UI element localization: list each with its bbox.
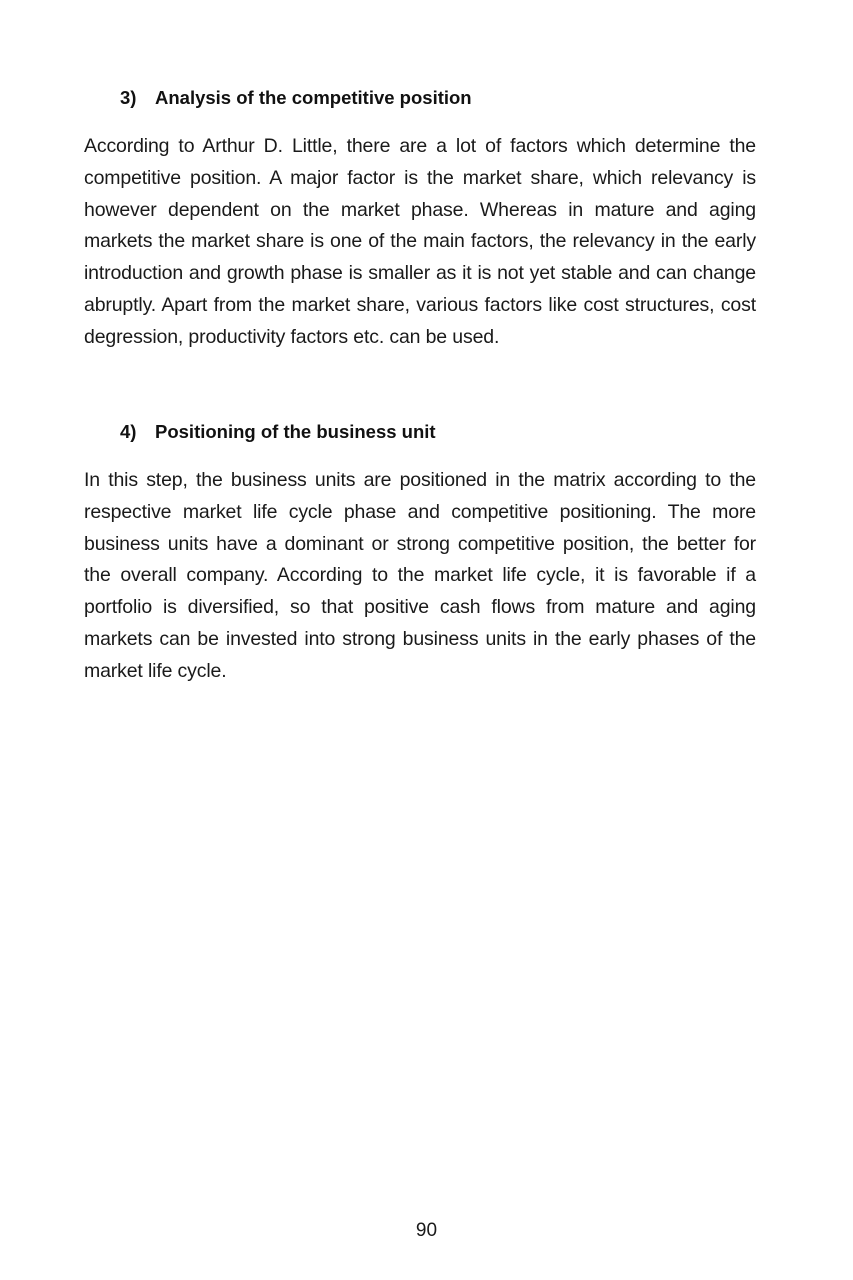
section-business-unit-positioning (84, 420, 756, 688)
section-heading (120, 86, 756, 110)
section-number: 4) (120, 421, 137, 442)
section-paragraph: According to Arthur D. Little, there are a lot of factors which determine the competitive position. A major factor is the market share, which relevancy is however dependent on the market phase. Whereas in mature and aging markets the market share is one of the main factors, the relevancy in the early introduction and growth phase is smaller as it is not yet stable and can change abruptly. Apart from the market share, various factors like cost structures, cost degression, productivity factors etc. can be used. (84, 135, 756, 348)
section-paragraph: In this step, the business units are positioned in the matrix according to the respective market life cycle phase and competitive positioning. The more business units have a dominant or strong competitive position, the better for the overall company. According to the market life cycle, it is favorable if a portfolio is diversified, so that positive cash flows from mature and aging markets can be invested into strong business units in the early phases of the market life cycle. (84, 469, 756, 682)
section-title: Positioning of the business unit (155, 421, 436, 442)
section-heading (120, 420, 756, 444)
section-number: 3) (120, 87, 137, 108)
page-number: 90 (415, 1220, 438, 1241)
section-competitive-position (84, 86, 756, 354)
section-title: Analysis of the competitive position (155, 87, 472, 108)
